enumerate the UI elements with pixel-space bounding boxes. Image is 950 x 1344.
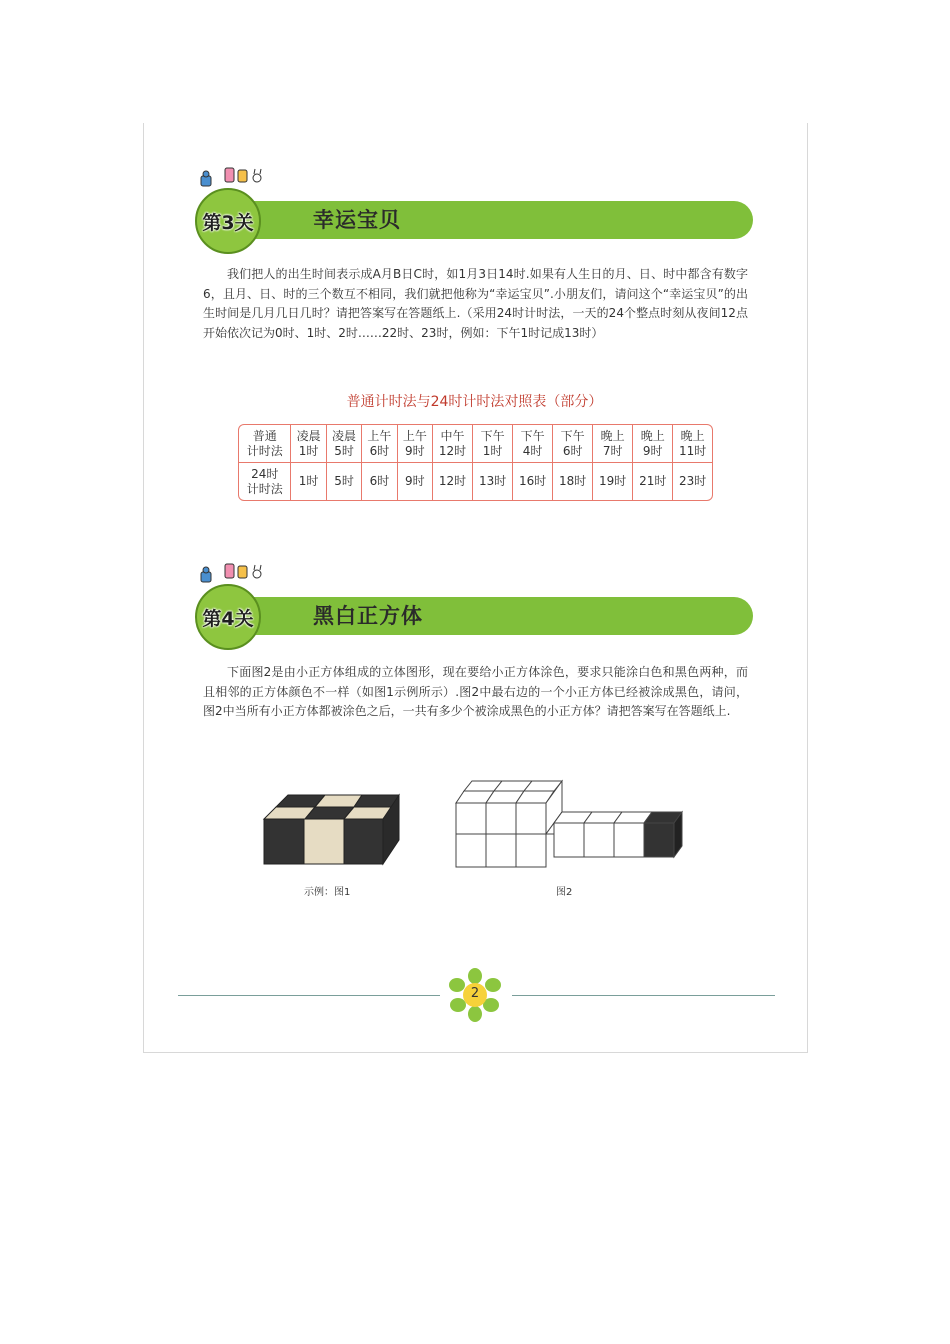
time-conversion-table [238, 424, 713, 501]
figure1-label: 示例：图1 [304, 887, 351, 898]
table-cell-normal: 晚上 7时 [593, 425, 633, 463]
table-cell-24h: 1时 [291, 463, 326, 500]
level3-badge [195, 188, 261, 254]
table-cell-24h: 13时 [473, 463, 513, 500]
table-cell-normal: 下午 4时 [513, 425, 553, 463]
table-cell-24h: 21时 [633, 463, 673, 500]
table-cell-24h: 12时 [433, 463, 473, 500]
table-cell-normal: 凌晨 1时 [291, 425, 326, 463]
table-header-24h: 24时 计时法 [239, 463, 291, 500]
page-number: 2 [470, 986, 480, 1001]
level4-badge [195, 584, 261, 650]
table-cell-24h: 5时 [327, 463, 362, 500]
level4-paragraph: 下面图2是由小正方体组成的立体图形，现在要给小正方体涂色，要求只能涂白色和黑色两种，而且相邻的正方体颜色不一样（如图1示例所示）.图2中最右边的一个小正方体已经被涂成黑色，请问，图2中当所有小正方体都被涂色之后，一共有多少个被涂成黑色的小正方体？请把答案写在答题纸上. [203, 665, 748, 719]
table-title: 普通计时法与24时计时法对照表（部分） [346, 394, 603, 410]
table-row-24h [239, 463, 712, 500]
table-cell-normal: 上午 6时 [362, 425, 397, 463]
table-cell-normal: 凌晨 5时 [327, 425, 362, 463]
table-cell-normal: 下午 1时 [473, 425, 513, 463]
figure2-cube-structure [452, 775, 712, 875]
level3-title: 幸运宝贝 [313, 208, 401, 232]
level4-banner [195, 576, 753, 646]
table-cell-normal: 中午 12时 [433, 425, 473, 463]
figure2-label: 图2 [556, 887, 573, 898]
level4-badge-label: 第4关 [202, 607, 254, 630]
level4-title: 黑白正方体 [313, 604, 423, 628]
table-cell-24h: 9时 [398, 463, 433, 500]
table-cell-normal: 晚上 9时 [633, 425, 673, 463]
table-cell-normal: 上午 9时 [398, 425, 433, 463]
level4-title-bar [225, 597, 753, 635]
table-cell-normal: 下午 6时 [553, 425, 593, 463]
table-cell-24h: 6时 [362, 463, 397, 500]
figure1-cube-slab [258, 785, 418, 870]
table-header-normal: 普通 计时法 [239, 425, 291, 463]
table-cell-24h: 18时 [553, 463, 593, 500]
table-cell-normal: 晚上 11时 [673, 425, 712, 463]
level3-banner [195, 180, 753, 250]
level3-badge-label: 第3关 [202, 211, 254, 234]
footer-line-left [178, 995, 440, 996]
table-cell-24h: 16时 [513, 463, 553, 500]
level3-title-bar [225, 201, 753, 239]
footer-line-right [512, 995, 775, 996]
table-row-normal [239, 425, 712, 463]
table-cell-24h: 19时 [593, 463, 633, 500]
table-cell-24h: 23时 [678, 474, 707, 488]
level3-paragraph: 我们把人的出生时间表示成A月B日C时，如1月3日14时.如果有人生日的月、日、时中都含有数字6，且月、日、时的三个数互不相同，我们就把他称为“幸运宝贝”.小朋友们，请问这个“幸运宝贝”的出生时间是几月几日几时？请把答案写在答题纸上.（采用24时计时法，一天的24个整点时刻从夜间12点开始依次记为0时、1时、2时……22时、23时，例如：下午1时记成13时） [203, 267, 748, 340]
